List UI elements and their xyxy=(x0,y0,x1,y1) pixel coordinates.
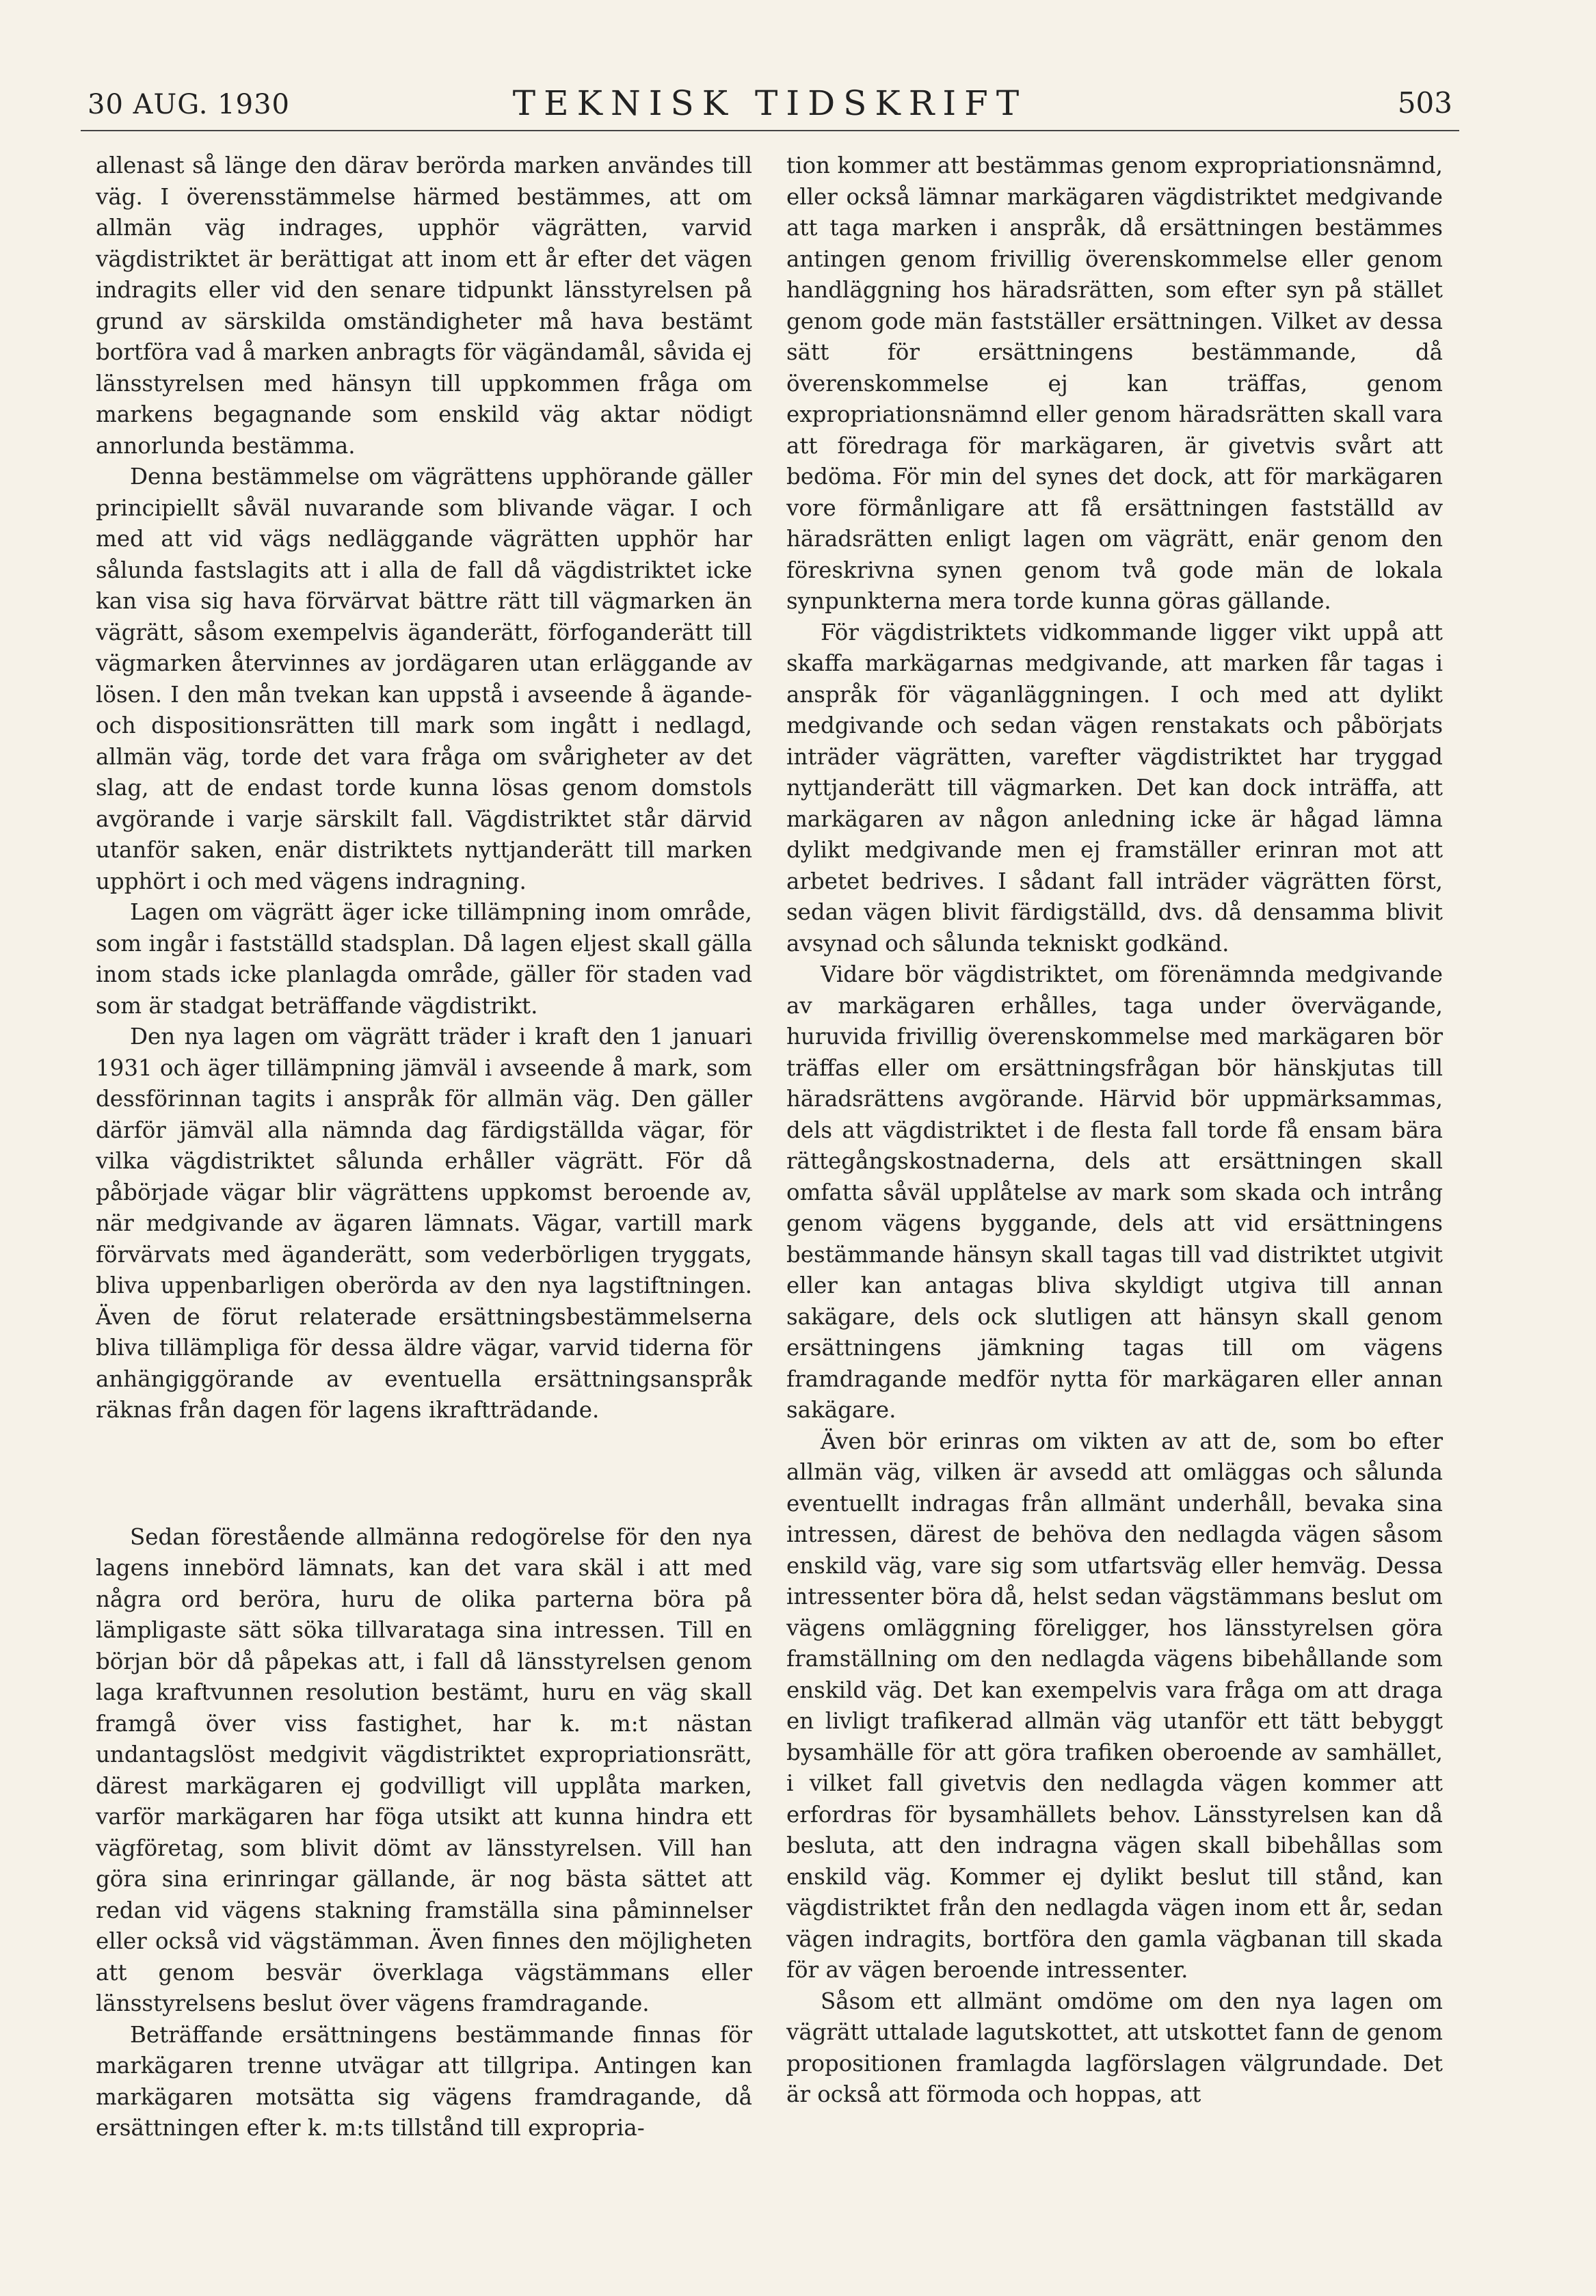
journal-title: TEKNISK TIDSKRIFT xyxy=(512,83,1028,123)
paragraph: tion kommer att bestämmas genom expropriationsnämnd, eller också lämnar markägaren vägdistriktet medgivande att taga marken i anspråk, då ersättningen bestämmes antingen genom frivillig överenskommelse eller genom handläggning hos häradsrätten, som efter syn på stället genom gode män fastställer ersättningen. Vilket av dessa sätt för ersättningens bestämmande, då överenskommelse ej kan träffas, genom expropriationsnämnd eller genom häradsrätten skall vara att föredraga för markägaren, är givetvis svårt att bedöma. För min del synes det dock, att för markägaren vore förmånligare att få ersättningen fastställd av häradsrätten enligt lagen om vägrätt, enär genom den föreskrivna synen genom två gode män de lokala synpunkterna mera torde kunna göras gällande. xyxy=(786,152,1443,614)
section-gap xyxy=(96,1426,752,1522)
paragraph: Även bör erinras om vikten av att de, som bo efter allmän väg, vilken är avsedd att omläggas och sålunda eventuellt indragas från allmänt underhåll, bevaka sina intressen, därest de behöva den nedlagda vägen såsom enskild väg, vare sig som utfartsväg eller hemväg. Dessa intressenter böra då, helst sedan vägstämmans beslut om vägens omläggning föreligger, hos länsstyrelsen göra framställning om den nedlagda vägens bibehållande som enskild väg. Det kan exempelvis vara fråga om att draga en livligt trafikerad allmän väg utanför ett tätt bebyggt bysamhälle för att göra trafiken oberoende av samhället, i vilket fall givetvis den nedlagda vägen kommer att erfordras för bysamhällets behov. Länsstyrelsen kan då besluta, att den indragna vägen skall bibehållas som enskild väg. Kommer ej dylikt beslut till stånd, kan vägdistriktet från den nedlagda vägen inom ett år, sedan vägen indragits, bortföra den gamla vägbanan till skada för av vägen beroende intressenter. xyxy=(786,1428,1443,1983)
right-column xyxy=(786,150,1443,2111)
paragraph: Den nya lagen om vägrätt träder i kraft den 1 januari 1931 och äger tillämpning jämväl i avseende å mark, som dessförinnan tagits i anspråk för allmän väg. Den gäller därför jämväl alla nämnda dag färdigställda vägar, för vilka vägdistriktet sålunda erhåller vägrätt. För då påbörjade vägar blir vägrättens uppkomst beroende av, när medgivande av ägaren lämnats. Vägar, vartill mark förvärvats med äganderätt, som vederbörligen tryggats, bliva uppenbarligen oberörda av den nya lagstiftningen. Även de förut relaterade ersättningsbestämmelserna bliva tillämpliga för dessa äldre vägar, varvid tiderna för anhängiggörande av eventuella ersättningsanspråk räknas från dagen för lagens ikraftträdande. xyxy=(96,1024,752,1423)
page-header xyxy=(81,82,1459,131)
paragraph: Beträffande ersättningens bestämmande finnas för markägaren trenne utvägar att tillgripa. Antingen kan markägaren motsätta sig vägens framdragande, då ersättningen efter k. m:ts tillstånd till expropria- xyxy=(96,2021,752,2141)
paragraph: Sedan förestående allmänna redogörelse för den nya lagens innebörd lämnats, kan det vara skäl i att med några ord beröra, huru de olika parterna böra på lämpligaste sätt söka tillvaratagа sina intressen. Till en början bör då påpekas att, i fall då länsstyrelsen genom laga kraftvunnen resolution bestämt, huru en väg skall framgå över viss fastighet, har k. m:t nästan undantagslöst medgivit vägdistriktet expropriationsrätt, därest markägaren ej godvilligt vill upplåta marken, varför markägaren har föga utsikt att kunna hindra ett vägföretag, som blivit dömt av länsstyrelsen. Vill han göra sina erinringar gällande, är nog bästa sättet att redan vid vägens stakning framställa sina påminnelser eller också vid vägstämman. Även finnes den möjligheten att genom besvär överklaga vägstämmans eller länsstyrelsens beslut över vägens framdragande. xyxy=(96,1523,752,2016)
paragraph: Denna bestämmelse om vägrättens upphörande gäller principiellt såväl nuvarande som blivande vägar. I och med att vid vägs nedläggande vägrätten upphör har sålunda fastslagits att i alla de fall då vägdistriktet icke kan visa sig hava förvärvat bättre rätt till vägmarken än vägrätt, såsom exempelvis äganderätt, förfoganderätt till vägmarken återvinnes av jordägaren utan erläggande av lösen. I den mån tvekan kan uppstå i avseende å ägande- och dispositionsrätten till mark som ingått i nedlagd, allmän väg, torde det vara fråga om svårigheter av det slag, att de endast torde kunna lösas genom domstols avgörande i varje särskilt fall. Vägdistriktet står därvid utanför saken, enär distriktets nyttjanderätt till marken upphört i och med vägens indragning. xyxy=(96,464,752,894)
paragraph: Såsom ett allmänt omdöme om den nya lagen om vägrätt uttalade lagutskottet, att utskottet fann de genom propositionen framlagda lagförslagen välgrundade. Det är också att förmoda och hoppas, att xyxy=(786,1988,1443,2107)
paragraph: Lagen om vägrätt äger icke tillämpning inom område, som ingår i fastställd stadsplan. Då lagen eljest skall gälla inom stads icke planlagda område, gäller för staden vad som är stadgat beträffande vägdistrikt. xyxy=(96,899,752,1019)
left-column xyxy=(96,150,752,2144)
paragraph: allenast så länge den därav berörda marken användes till väg. I överensstämmelse härmed bestämmes, att om allmän väg indrages, upphör vägrätten, varvid vägdistriktet är berättigat att inom ett år efter det vägen indragits eller vid den senare tidpunkt länsstyrelsen på grund av särskilda omständigheter må hava bestämt bortföra vad å marken anbragts för vägändamål, såvida ej länsstyrelsen med hänsyn till uppkommen fråga om markens begagnande som enskild väg aktar nödigt annorlunda bestämma. xyxy=(96,152,752,459)
paragraph: För vägdistriktets vidkommande ligger vikt uppå att skaffa markägarnas medgivande, att marken får tagas i anspråk för väganläggningen. I och med att dylikt medgivande och sedan vägen renstakats och påbörjats inträder vägrätten, varefter vägdistriktet har tryggad nyttjanderätt till vägmarken. Det kan dock inträffa, att markägaren av någon anledning icke är hågad lämna dylikt medgivande men ej framställer erinran mot att arbetet bedrives. I sådant fall inträder vägrätten först, sedan vägen blivit färdigställd, dvs. då densamma blivit avsynad och sålunda tekniskt godkänd. xyxy=(786,619,1443,957)
paragraph: Vidare bör vägdistriktet, om förenämnda medgivande av markägaren erhålles, taga under övervägande, huruvida frivillig överenskommelse med markägaren bör träffas eller om ersättningsfrågan bör hänskjutas till häradsrättens avgörande. Härvid bör uppmärksammas, dels att vägdistriktet i de flesta fall torde få ensam bära rättegångskostnaderna, dels att ersättningen skall omfatta såväl upplåtelse av mark som skada och intrång genom vägens byggande, dels att vid ersättningens bestämmande hänsyn skall tagas till vad distriktet utgivit eller kan antagas bliva skyldigt utgiva till annan sakägare, dels ock slutligen att hänsyn skall genom ersättningens jämkning tagas till om vägens framdragande medför nytta för markägaren eller annan sakägare. xyxy=(786,961,1443,1423)
issue-date: 30 AUG. 1930 xyxy=(88,89,290,120)
page-number: 503 xyxy=(1397,86,1452,120)
